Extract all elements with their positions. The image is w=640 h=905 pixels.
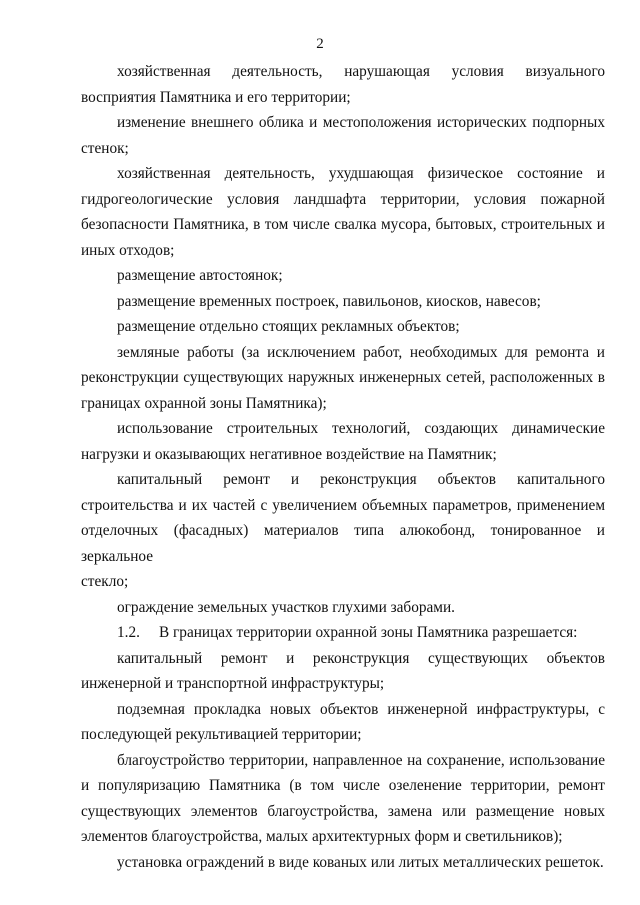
paragraph-continuation-line: гидрогеологические условия ландшафта территории, условия пожарной bbox=[81, 190, 605, 208]
paragraph-first-line: капитальный ремонт и реконструкция объектов капитального bbox=[117, 471, 605, 488]
clause-heading-text: В границах территории охранной зоны Памятника разрешается: bbox=[159, 624, 578, 641]
paragraph-continuation-line: отделочных (фасадных) материалов типа алюкобонд, тонированное и зеркальное bbox=[81, 522, 605, 565]
paragraph-continuation-line: реконструкции существующих наружных инженерных сетей, расположенных в bbox=[81, 369, 605, 386]
paragraph-continuation-line: стекло; bbox=[81, 573, 129, 590]
paragraph bbox=[81, 748, 605, 850]
paragraph bbox=[81, 59, 605, 110]
paragraph-continuation-line: восприятия Памятника и его территории; bbox=[81, 88, 351, 106]
paragraph bbox=[117, 314, 605, 340]
paragraph-continuation-line: строительства и их частей с увеличением объемных параметров, применением bbox=[81, 496, 605, 514]
paragraph-continuation-line: элементов благоустройства, малых архитектурных форм и светильников); bbox=[81, 828, 563, 845]
paragraph-first-line: земляные работы (за исключением работ, необходимых для ремонта и bbox=[117, 343, 605, 361]
paragraph-first-line: использование строительных технологий, создающих динамические bbox=[117, 420, 605, 437]
paragraph-continuation-line: иных отходов; bbox=[81, 241, 175, 259]
paragraph-first-line: подземная прокладка новых объектов инженерной инфраструктуры, с bbox=[117, 700, 605, 718]
paragraph-first-line: установка ограждений в виде кованых или литых металлических решеток. bbox=[117, 853, 604, 871]
paragraph bbox=[117, 850, 605, 876]
paragraph bbox=[117, 263, 605, 289]
clause-number: 1.2. bbox=[117, 624, 140, 641]
paragraph-first-line: хозяйственная деятельность, ухудшающая физическое состояние и bbox=[117, 165, 605, 182]
paragraph bbox=[81, 340, 605, 417]
paragraph-continuation-line: нагрузки и оказывающих негативное воздействие на Памятник; bbox=[81, 445, 497, 463]
paragraph bbox=[81, 646, 605, 697]
paragraph-first-line: капитальный ремонт и реконструкция существующих объектов bbox=[117, 649, 605, 667]
paragraph-first-line: размещение отдельно стоящих рекламных объектов; bbox=[117, 318, 460, 335]
paragraph-first-line: изменение внешнего облика и местоположения исторических подпорных bbox=[117, 114, 605, 131]
paragraph bbox=[81, 161, 605, 263]
paragraph-continuation-line: существующих элементов благоустройства, замена или размещение новых bbox=[81, 802, 605, 820]
paragraph-first-line: благоустройство территории, направленное на сохранение, использование bbox=[117, 751, 605, 769]
paragraph-first-line: ограждение земельных участков глухими заборами. bbox=[117, 598, 455, 616]
paragraph bbox=[117, 289, 605, 315]
paragraph-continuation-line: границах охранной зоны Памятника); bbox=[81, 394, 327, 412]
paragraph bbox=[81, 467, 605, 595]
paragraph-first-line: хозяйственная деятельность, нарушающая условия визуального bbox=[117, 63, 605, 80]
paragraph-first-line: размещение временных построек, павильонов, киосков, навесов; bbox=[117, 292, 541, 310]
paragraph-continuation-line: последующей рекультивацией территории; bbox=[81, 726, 362, 743]
paragraph-first-line bbox=[117, 620, 605, 646]
paragraph-continuation-line: безопасности Памятника, в том числе свалка мусора, бытовых, строительных и bbox=[81, 216, 605, 233]
paragraph-continuation-line: стенок; bbox=[81, 139, 129, 157]
paragraph bbox=[117, 595, 605, 621]
paragraph bbox=[117, 620, 605, 646]
paragraph-continuation-line: инженерной и транспортной инфраструктуры; bbox=[81, 675, 385, 692]
page-number: 2 bbox=[316, 36, 324, 52]
paragraph bbox=[81, 110, 605, 161]
paragraph-first-line: размещение автостоянок; bbox=[117, 267, 283, 284]
document-body bbox=[81, 59, 605, 875]
paragraph bbox=[81, 416, 605, 467]
paragraph bbox=[81, 697, 605, 748]
paragraph-continuation-line: и популяризацию Памятника (в том числе озеленение территории, ремонт bbox=[81, 777, 605, 794]
